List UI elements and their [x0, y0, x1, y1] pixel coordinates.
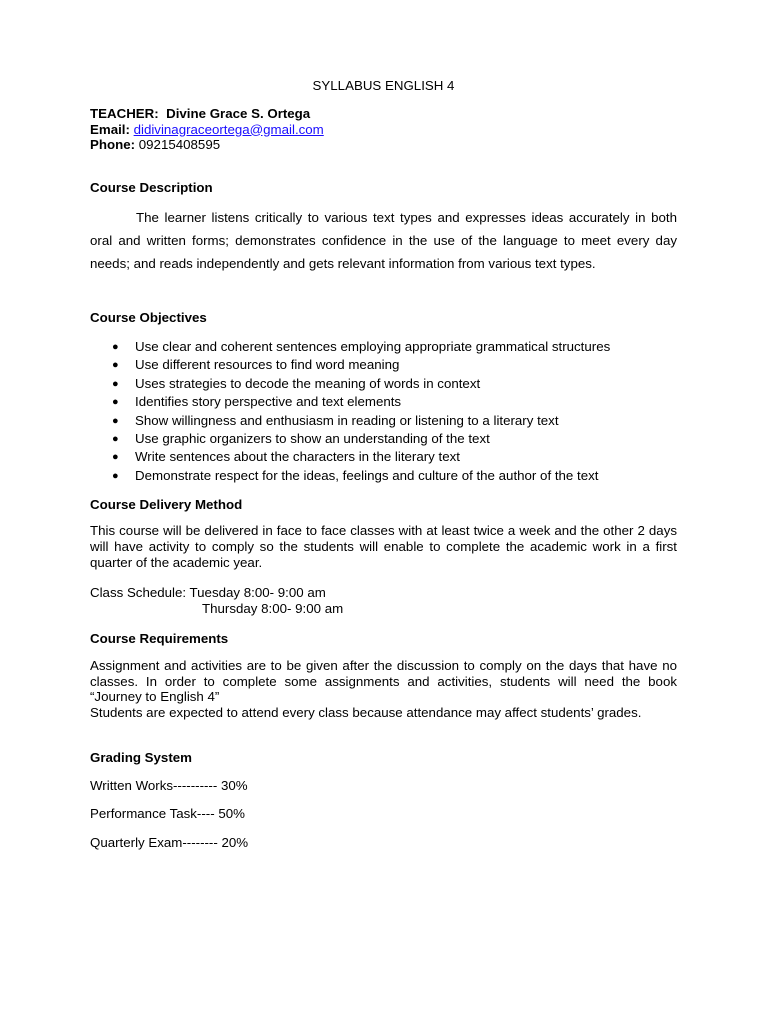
list-item: ● Use graphic organizers to show an understanding of the text — [90, 430, 677, 448]
course-objectives-list — [90, 338, 677, 485]
grading-system-heading: Grading System — [90, 750, 192, 765]
email-link[interactable]: didivinagraceortega@gmail.com — [133, 121, 324, 137]
course-description-text: The learner listens critically to various text types and expresses ideas accurately in both oral and written forms; demonstrates confidence in the use of the language to meet every day needs; and reads independently and gets relevant information from various text types. — [90, 210, 677, 271]
course-objectives-heading: Course Objectives — [90, 310, 207, 325]
teacher-name: Divine Grace S. Ortega — [166, 106, 311, 121]
list-item: ● Demonstrate respect for the ideas, feelings and culture of the author of the text — [90, 467, 677, 485]
list-item: ● Identifies story perspective and text elements — [90, 393, 677, 411]
teacher-label: TEACHER: — [90, 106, 159, 121]
grade-written-works: Written Works---------- 30% — [90, 778, 248, 793]
phone-row — [90, 137, 324, 153]
phone-value: 09215408595 — [138, 137, 221, 152]
list-item: ● Use different resources to find word meaning — [90, 356, 677, 374]
list-item: ● Use clear and coherent sentences employing appropriate grammatical structures — [90, 338, 677, 356]
bullet-icon: ● — [112, 469, 119, 482]
bullet-icon: ● — [112, 341, 119, 353]
class-schedule — [90, 585, 343, 616]
schedule-line-tuesday: Class Schedule: Tuesday 8:00- 9:00 am — [90, 585, 326, 600]
bullet-icon: ● — [112, 414, 119, 427]
email-row — [90, 122, 324, 138]
grade-performance-task: Performance Task---- 50% — [90, 806, 245, 821]
phone-label: Phone: — [90, 137, 136, 152]
course-description-heading: Course Description — [90, 180, 213, 195]
list-item: ● Uses strategies to decode the meaning of words in context — [90, 375, 677, 393]
bullet-icon: ● — [112, 377, 119, 390]
bullet-icon: ● — [112, 396, 119, 409]
teacher-row — [90, 106, 324, 122]
grade-quarterly-exam: Quarterly Exam-------- 20% — [90, 835, 249, 850]
requirements-paragraph-2: Students are expected to attend every class because attendance may affect students’ grades. — [90, 704, 642, 720]
teacher-info — [90, 106, 324, 153]
email-label: Email: — [90, 121, 130, 137]
course-requirements-heading: Course Requirements — [90, 631, 229, 646]
bullet-icon: ● — [112, 451, 119, 464]
course-requirements-text — [90, 658, 677, 720]
course-delivery-heading: Course Delivery Method — [90, 497, 243, 512]
course-delivery-text: This course will be delivered in face to face classes with at least twice a week and the other 2 days will have activity to comply so the students will enable to complete the academic work in a first quarter of the academic year. — [90, 523, 677, 570]
document-title: SYLLABUS ENGLISH 4 — [312, 78, 455, 93]
syllabus-page — [90, 0, 677, 1024]
schedule-line-thursday: Thursday 8:00- 9:00 am — [202, 600, 344, 616]
bullet-icon: ● — [112, 432, 119, 445]
requirements-paragraph-1: Assignment and activities are to be given after the discussion to comply on the days that have no classes. In order to complete some assignments and activities, students will need the book “Journey to English 4” — [90, 658, 677, 705]
bullet-icon: ● — [112, 359, 119, 372]
list-item: ● Write sentences about the characters in the literary text — [90, 448, 677, 466]
list-item: ● Show willingness and enthusiasm in reading or listening to a literary text — [90, 412, 677, 430]
